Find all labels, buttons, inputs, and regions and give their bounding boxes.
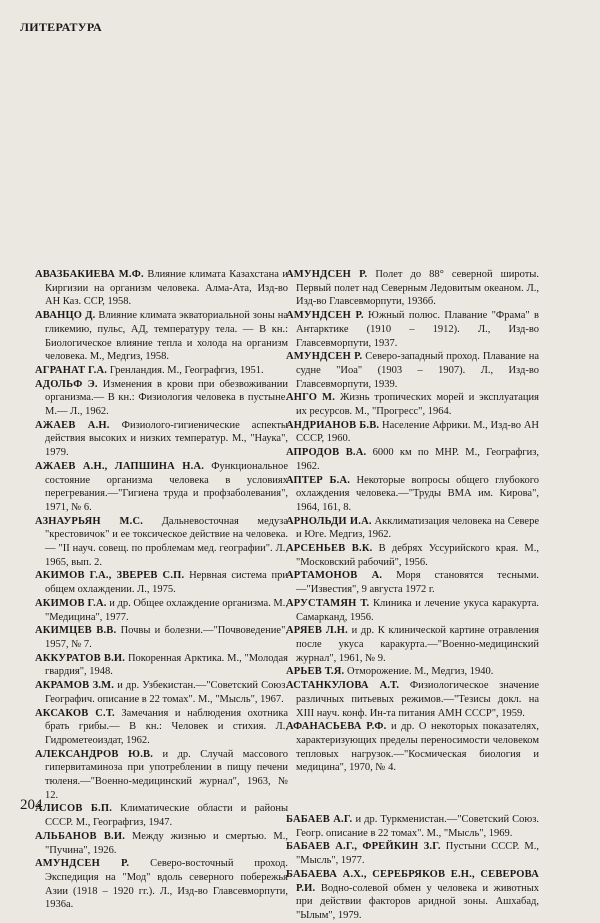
page-number: 204 [20,797,43,813]
page-header: ЛИТЕРАТУРА [20,20,102,34]
bibliography-entry [35,802,288,829]
bibliography-entry [35,309,288,364]
entry-author: АВАЗБАКИЕВА М.Ф. [35,269,144,280]
entry-author: АМУНДСЕН Р. [35,858,130,870]
entry-text: Моря становятся тесными.—"Известия", 9 августа 1972 г. [296,570,539,596]
entry-text: и др. Случай массового гипервитаминоза при употреблении в пищу печени тюленя.—"Военно-медицинский журнал", 1963, № 12. [45,748,288,801]
entry-text: Между жизнью и смертью. М., "Пучина", 1926. [45,830,289,856]
entry-author: АСТАНКУЛОВА А.Т. [286,680,400,692]
entry-author: АПТЕР Б.А. [286,474,351,486]
entry-author: АМУНДСЕН Р. [286,310,364,322]
entry-text: и др. Общее охлаждение организма. М., "Медицина", 1977. [45,597,288,623]
bibliography-entry [286,350,539,391]
bibliography-entry [35,268,288,309]
entry-text: Водно-солевой обмен у человека и животных при действии факторов аридной зоны. Ашхабад, "Ылым", 1979. [296,882,539,921]
entry-author: АНГО М. [286,392,336,404]
entry-author: БАБАЕВА А.Х., СЕРЕБРЯКОВ Е.Н., СЕВЕРОВА Р.И. [286,868,539,894]
bibliography-entry [286,665,539,679]
bibliography-entry [286,813,539,840]
entry-author: АКИМОВ Г.А., ЗВЕРЕВ С.П. [35,570,185,582]
entry-text: Функциональное состояние организма человека в условиях перегревания.—"Гигиена труда и профзаболевания", 1971, № 6. [45,460,288,513]
bibliography-entry [35,460,288,515]
bibliography-entry [286,569,539,596]
entry-text: Покоренная Арктика. М., "Молодая гвардия", 1948. [45,652,288,678]
entry-text: Физиологическое значение различных питьевых режимов.—"Тезисы докл. на XIII науч. конф. Ин-та питания АМН СССР", 1959. [296,680,539,719]
bibliography-entry [286,679,539,720]
bibliography-entry [286,720,539,775]
entry-text: и др. К клинической картине отравления после укуса каракурта.—"Военно-медицинский журнал", 1961, № 9. [296,625,539,664]
bibliography-entry [35,378,288,419]
entry-text: Северо-западный проход. Плавание на судне "Иоа" (1903 – 1907). Л., Изд-во Главсевморпути, 1939. [296,351,539,390]
bibliography-entry [35,857,288,912]
entry-text: Влияние климата экваториальной зоны на гликемию, пульс, АД, температуру тела. — В кн.: Биологическое влияние тепла и холода на организм человека. М., Медгиз, 1958. [45,310,288,363]
entry-author: АКРАМОВ З.М. [35,680,115,692]
bibliography-entry [286,268,539,309]
entry-author: АЛЬБАНОВ В.И. [35,830,126,842]
entry-text: и др. Туркменистан.—"Советский Союз. Геогр. описание в 22 томах". М., "Мысль", 1969. [296,814,540,839]
entry-author: АРНОЛЬДИ И.А. [286,515,372,527]
bibliography-entry [35,515,288,570]
entry-author: АНДРИАНОВ Б.В. [286,419,380,431]
section-gap [286,775,539,813]
entry-text: Северо-восточный проход. Экспедиция на "Мод" вдоль северного побережья Азии (1918 – 1920 гг.). Л., Изд-во Главсевморпути, 1936а. [45,858,288,911]
entry-text: Гренландия. М., Географгиз, 1951. [107,364,264,376]
entry-author: АЛИСОВ Б.П. [35,803,113,815]
bibliography-entry [286,391,539,418]
right-column [286,268,539,923]
entry-text: Нервная система при общем охлаждении. Л., 1975. [45,570,288,596]
entry-text: Акклиматизация человека на Севере и Юге. Медгиз, 1962. [296,515,539,541]
entry-author: АРТАМОНОВ А. [286,570,383,582]
left-column [35,268,288,912]
entry-author: АДОЛЬФ Э. [35,378,98,390]
bibliography-entry [35,569,288,596]
entry-text: Климатические области и районы СССР. М., Географгиз, 1947. [45,803,289,829]
entry-text: и др. Узбекистан.—"Советский Союз. Географич. описание в 22 томах". М., "Мысль", 1967. [45,680,288,705]
entry-text: Клиника и лечение укуса каракурта. Самарканд, 1956. [296,597,539,623]
entry-author: АККУРАТОВ В.И. [35,652,126,664]
entry-text: В дебрях Уссурийского края. М., "Московский рабочий", 1956. [296,543,539,568]
entry-text: Физиолого-гигиенические аспекты действия высоких и низких температур. М., "Наука", 1979. [45,419,288,459]
bibliography-entry [286,309,539,350]
entry-author: АРЯЕВ Л.Н. [286,625,348,637]
entry-author: АЖАЕВ А.Н., ЛАПШИНА Н.А. [35,460,205,472]
entry-text: Замечания и наблюдения охотника брать грибы.— В кн.: Человек и стихия. Л., Гидрометеоиздат, 1962. [45,707,288,746]
entry-text: Некоторые вопросы общего глубокого охлаждения человека.—"Труды ВМА им. Кирова", 1964, 161, 8. [296,474,539,513]
entry-text: Полет до 88° северной широты. Первый полет над Северным Ледовитым океаном. Л., Изд-во Главсевморпути, 1936б. [296,269,539,308]
entry-author: АКСАКОВ С.Т. [35,707,115,719]
entry-author: АФАНАСЬЕВА Р.Ф. [286,721,387,733]
entry-text: Почвы и болезни.—"Почвоведение", 1957, № 7. [45,625,288,650]
bibliography-entry [35,652,288,679]
entry-author: АЛЕКСАНДРОВ Ю.В. [35,748,154,760]
entry-text: Изменения в крови при обезвоживании организма.— В кн.: Физиология человека в пустыне. М.— Л., 1962. [45,378,288,418]
entry-author: АГРАНАТ Г.А. [35,364,108,376]
entry-author: АРЬЕВ Т.Я. [286,666,345,678]
entry-text: Жизнь тропических морей и эксплуатация их ресурсов. М., "Прогресс", 1964. [296,392,539,418]
entry-author: БАБАЕВ А.Г. [286,814,353,826]
entry-text: 6000 км по МНР. М., Географгиз, 1962. [296,447,539,472]
entry-text: Южный полюс. Плавание "Фрама" в Антарктике (1910 – 1912). Л., Изд-во Главсевморпути, 1937. [296,310,539,349]
bibliography-entry [35,419,288,460]
entry-author: АЖАЕВ А.Н. [35,419,110,431]
bibliography-entry [286,515,539,542]
entry-text: Дальневосточная медуза "крестовичок" и ее токсическое действие на человека.— "II науч. совещ. по проблемам мед. географии". Л., 1965, вып. 2. [45,515,288,568]
entry-text: Отморожение. М., Медгиз, 1940. [344,666,494,678]
bibliography-entry [35,748,288,803]
bibliography-entry [35,597,288,624]
entry-author: АРУСТАМЯН Т. [286,597,370,609]
entry-author: АРСЕНЬЕВ В.К. [286,543,373,555]
entry-author: АЗНАУРЬЯН М.С. [35,515,144,527]
bibliography-entry [35,707,288,748]
bibliography-entry [286,446,539,473]
entry-text: Пустыни СССР. М., "Мысль", 1977. [296,841,540,867]
bibliography-entry [35,679,288,706]
bibliography-entry [35,830,288,857]
entry-text: Население Африки. М., Изд-во АН СССР, 1960. [296,419,539,445]
bibliography-entry [286,419,539,446]
bibliography-entry [286,597,539,624]
entry-author: АМУНДСЕН Р. [286,351,363,363]
entry-author: АКИМОВ Г.А. [35,597,107,609]
entry-author: АВАНЦО Д. [35,310,96,322]
bibliography-entry [286,542,539,569]
entry-text: Влияние климата Казахстана и Киргизии на организм человека. Алма-Ата, Изд-во АН Каз. ССР, 1958. [45,269,289,308]
entry-author: АМУНДСЕН Р. [286,269,368,280]
entry-author: АПРОДОВ В.А. [286,447,367,459]
bibliography-entry [35,364,288,378]
entry-author: БАБАЕВ А.Г., ФРЕЙКИН З.Г. [286,841,441,853]
bibliography-entry [286,624,539,665]
entry-text: и др. О некоторых показателях, характеризующих пределы переносимости человеком тепловых нагрузок.—"Космическая биология и медицина", 1970, № 4. [296,721,539,774]
entry-author: АКИМЦЕВ В.В. [35,625,117,637]
bibliography-entry [286,840,539,867]
bibliography-entry [286,474,539,515]
bibliography-entry [35,624,288,651]
bibliography-entry [286,868,539,923]
